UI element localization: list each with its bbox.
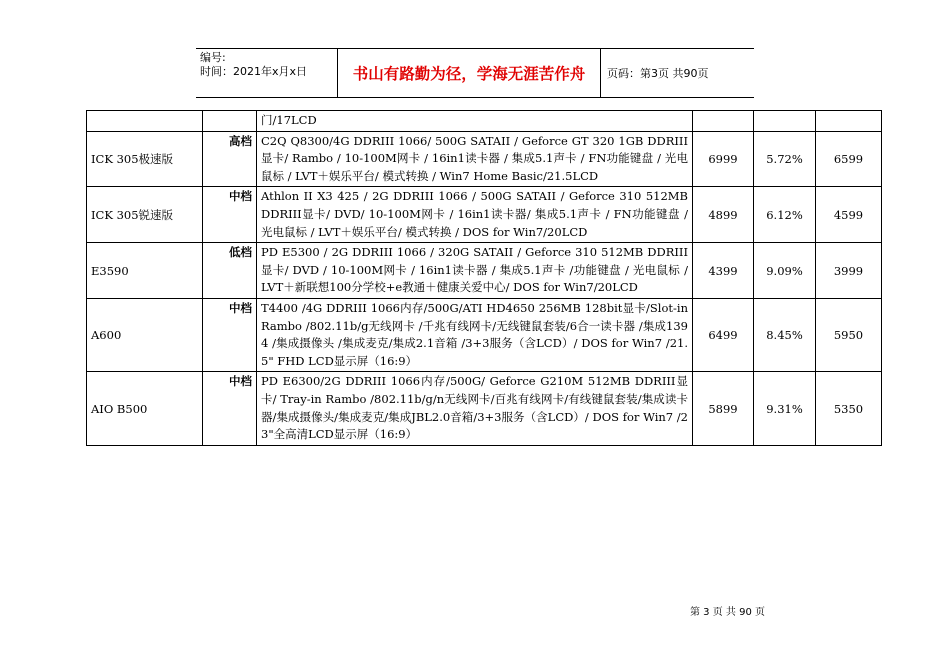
- model-cell: AIO B500: [87, 372, 203, 445]
- model-cell: ICK 305锐速版: [87, 187, 203, 243]
- model-cell: A600: [87, 298, 203, 371]
- continuation-row: [87, 111, 882, 132]
- tier-cell: 中档: [203, 187, 257, 243]
- table-row: [87, 131, 882, 187]
- config-cell: T4400 /4G DDRIII 1066内存/500G/ATI HD4650 256MB 128bit显卡/Slot-in Rambo /802.11b/g无线网卡 /千兆有线网卡/无线键鼠套装/6合一读卡器 /集成1394 /集成摄像头 /集成麦克/集成2.1音箱 /3+3服务（含LCD）/ DOS for Win7 /21.5" FHD LCD显示屏（16:9）: [257, 298, 693, 371]
- final-price-cell: 5350: [816, 372, 882, 445]
- model-cell: E3590: [87, 243, 203, 299]
- final-price-cell: 3999: [816, 243, 882, 299]
- price-cell: 6999: [693, 131, 754, 187]
- document-date: 时间：2021年x月x日: [200, 65, 308, 78]
- price-cell: [693, 111, 754, 132]
- header-motto: 书山有路勤为径，学海无涯苦作舟: [338, 49, 601, 97]
- config-cell: 门/17LCD: [257, 111, 693, 132]
- config-cell: C2Q Q8300/4G DDRIII 1066/ 500G SATAII / Geforce GT 320 1GB DDRIII显卡/ Rambo / 10-100M网卡 / 16in1读卡器 / 集成5.1声卡 / FN功能键盘 / 光电鼠标 / LVT＋娱乐平台/ 模式转换 / Win7 Home Basic/21.5LCD: [257, 131, 693, 187]
- discount-cell: [754, 111, 816, 132]
- table-row: [87, 243, 882, 299]
- config-cell: Athlon II X3 425 / 2G DDRIII 1066 / 500G SATAII / Geforce 310 512MB DDRIII显卡/ DVD/ 10-100M网卡 / 16in1读卡器/ 集成5.1声卡 / FN功能键盘 / 光电鼠标 / LVT＋娱乐平台/ 模式转换 / DOS for Win7/20LCD: [257, 187, 693, 243]
- tier-cell: 中档: [203, 372, 257, 445]
- tier-cell: [203, 111, 257, 132]
- price-cell: 4899: [693, 187, 754, 243]
- final-price-cell: 6599: [816, 131, 882, 187]
- price-cell: 6499: [693, 298, 754, 371]
- discount-cell: 6.12%: [754, 187, 816, 243]
- discount-cell: 8.45%: [754, 298, 816, 371]
- header-page-info: 页码：第3页 共90页: [607, 67, 709, 80]
- final-price-cell: [816, 111, 882, 132]
- model-cell: [87, 111, 203, 132]
- page-header: [196, 48, 754, 98]
- discount-cell: 5.72%: [754, 131, 816, 187]
- product-spec-table: [86, 110, 882, 446]
- tier-cell: 中档: [203, 298, 257, 371]
- discount-cell: 9.31%: [754, 372, 816, 445]
- price-cell: 5899: [693, 372, 754, 445]
- page-footer: 第 3 页 共 90 页: [690, 607, 765, 618]
- final-price-cell: 5950: [816, 298, 882, 371]
- table-row: [87, 298, 882, 371]
- table-row: [87, 187, 882, 243]
- tier-cell: 低档: [203, 243, 257, 299]
- tier-cell: 高档: [203, 131, 257, 187]
- header-meta: [196, 49, 338, 97]
- discount-cell: 9.09%: [754, 243, 816, 299]
- final-price-cell: 4599: [816, 187, 882, 243]
- table-row: [87, 372, 882, 445]
- price-cell: 4399: [693, 243, 754, 299]
- config-cell: PD E5300 / 2G DDRIII 1066 / 320G SATAII / Geforce 310 512MB DDRIII显卡/ DVD / 10-100M网卡 / 16in1读卡器 / 集成5.1声卡 /功能键盘 / 光电鼠标 / LVT＋新联想100分学校+e教通＋健康关爱中心/ DOS for Win7/20LCD: [257, 243, 693, 299]
- model-cell: ICK 305极速版: [87, 131, 203, 187]
- document-number: 编号:: [200, 51, 226, 64]
- config-cell: PD E6300/2G DDRIII 1066内存/500G/ Geforce G210M 512MB DDRIII显卡/ Tray-in Rambo /802.11b/g/n无线网卡/百兆有线网卡/有线键鼠套装/集成读卡器/集成摄像头/集成麦克/集成JBL2.0音箱/3+3服务（含LCD）/ DOS for Win7 /23"全高清LCD显示屏（16:9）: [257, 372, 693, 445]
